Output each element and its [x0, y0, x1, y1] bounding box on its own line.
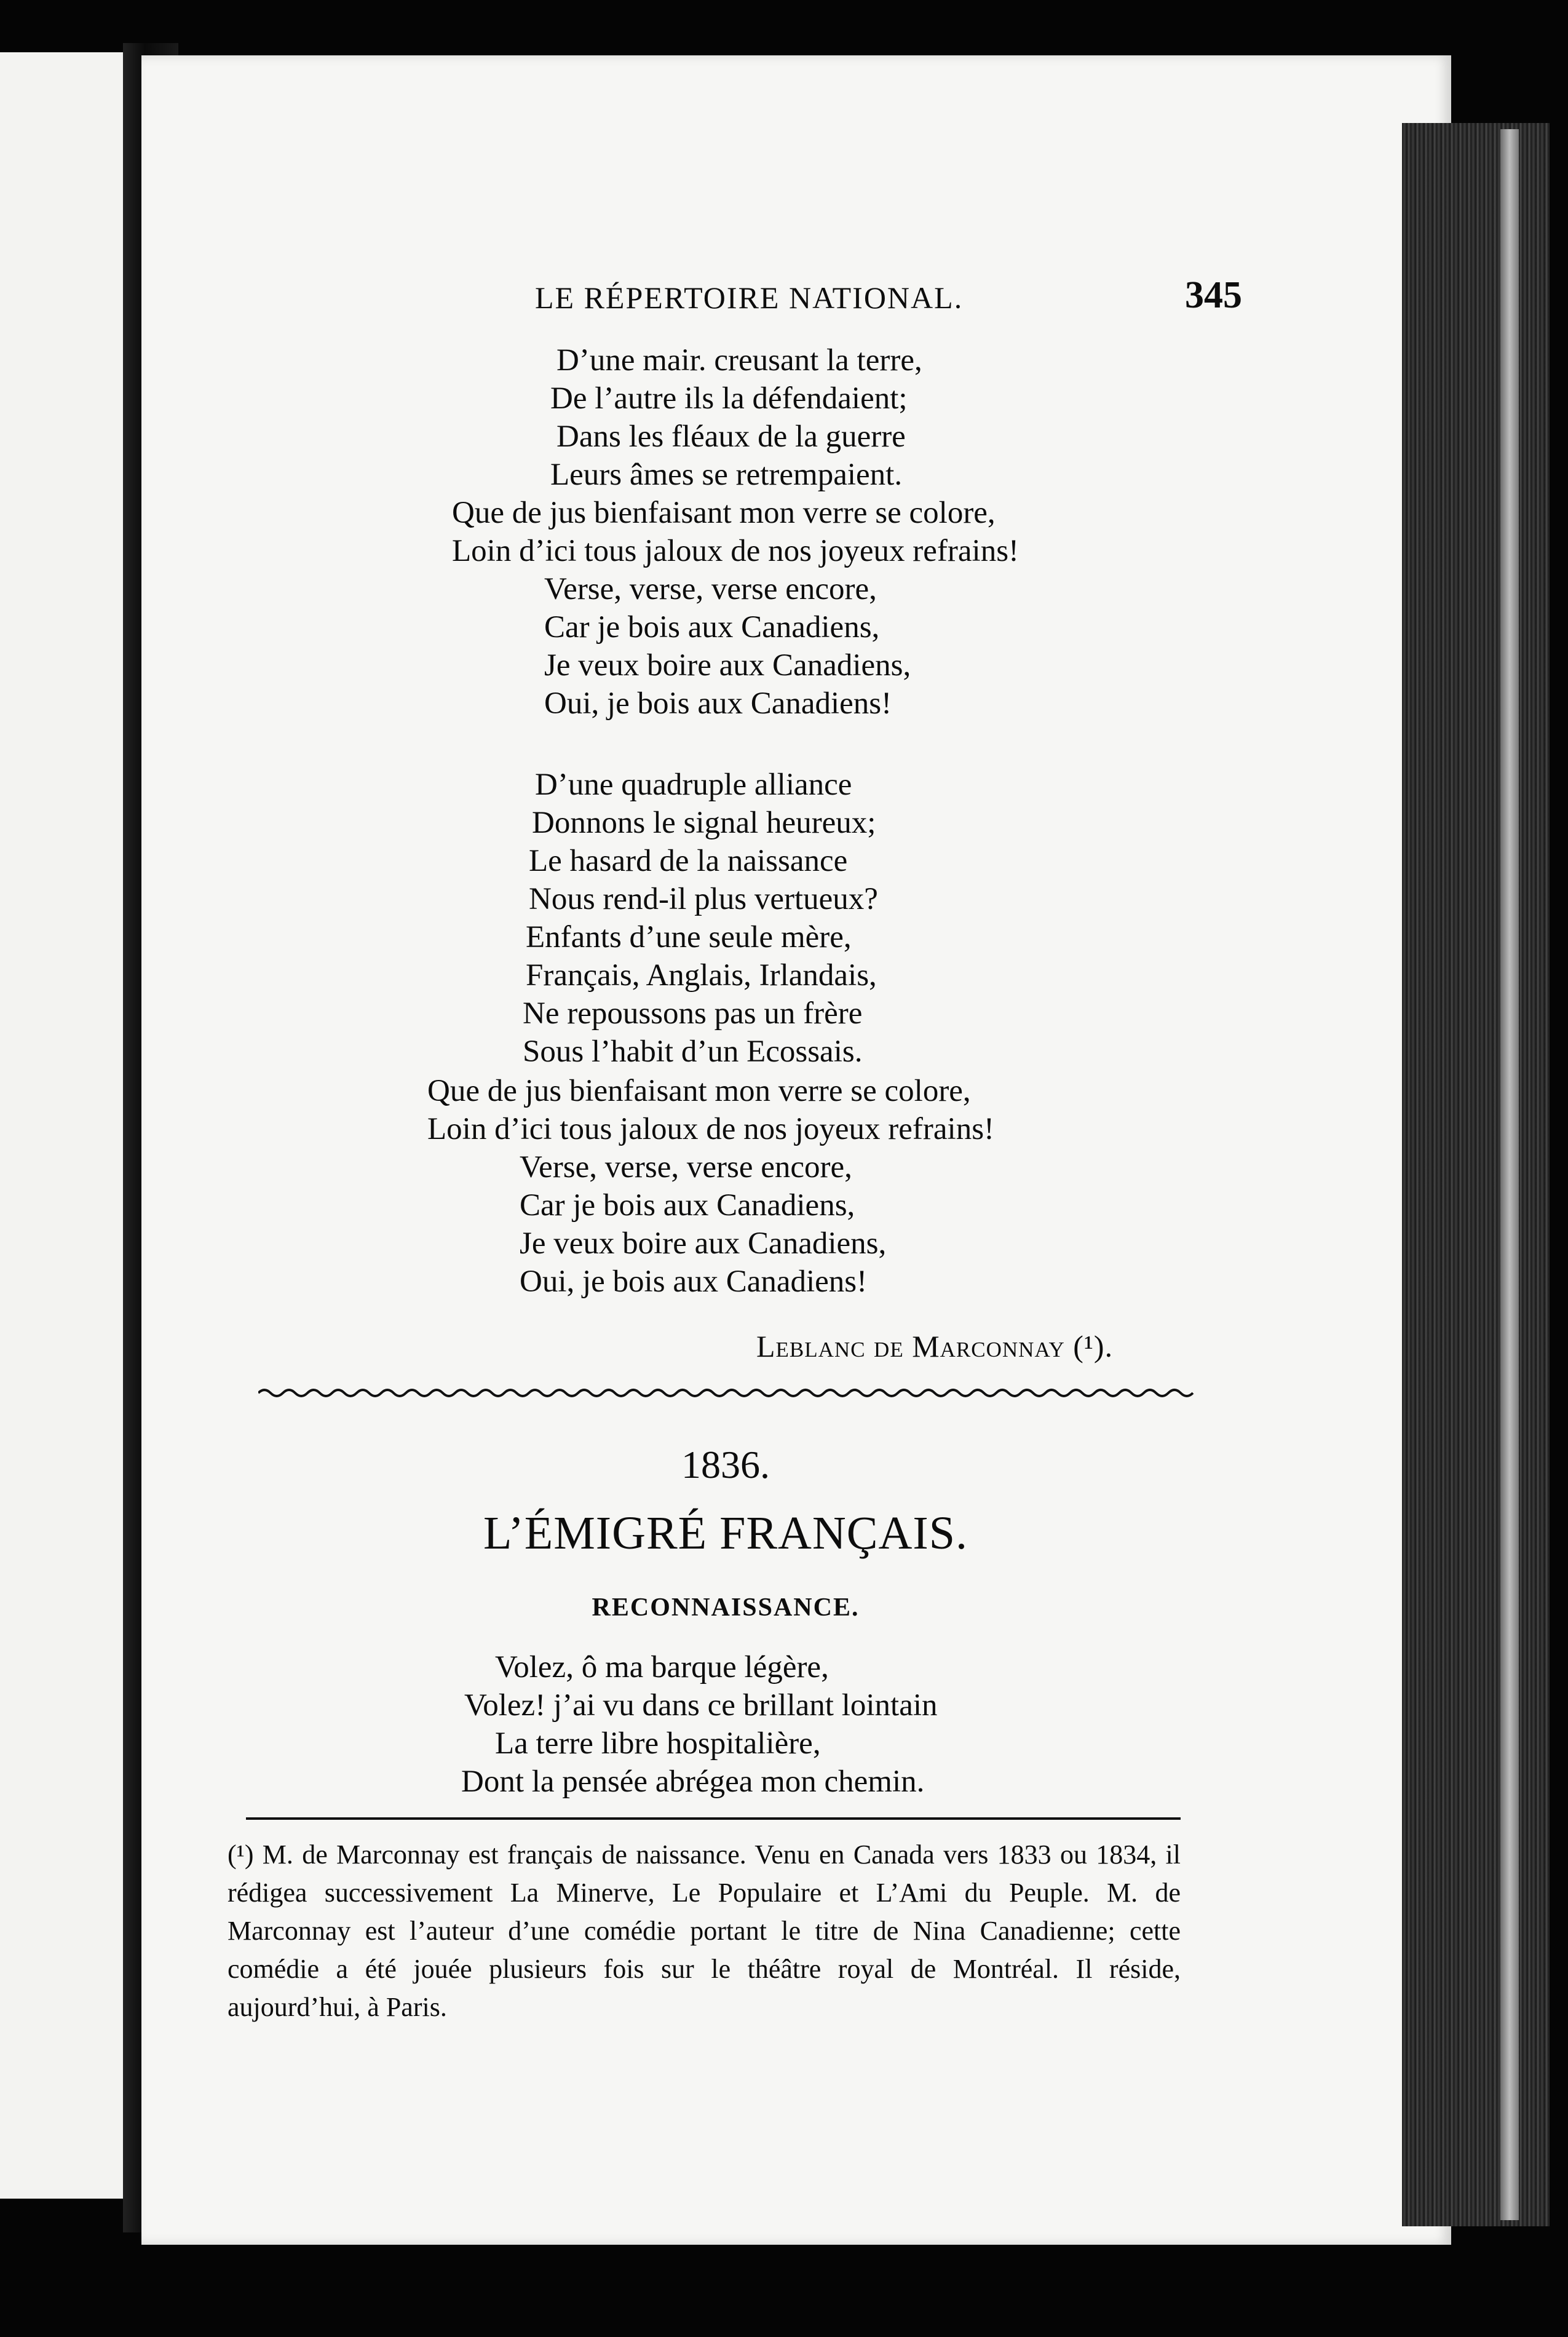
verse-line: Ne repoussons pas un frère	[523, 996, 863, 1031]
verse-line: Loin d’ici tous jaloux de nos joyeux refrains!	[427, 1112, 995, 1146]
verse-line: Enfants d’une seule mère,	[526, 920, 852, 954]
page-edges-highlight	[1500, 129, 1519, 2220]
verse-line: Que de jus bienfaisant mon verre se colore,	[452, 496, 996, 530]
poem1-refrain1-long	[452, 494, 1019, 570]
verse-line: D’une quadruple alliance	[535, 768, 852, 802]
poem1-refrain2-long	[427, 1072, 994, 1148]
poem1-stanza2	[523, 766, 878, 1071]
verse-line: D’une mair. creusant la terre,	[556, 343, 922, 378]
verse-line: Dont la pensée abrégea mon chemin.	[461, 1764, 925, 1799]
verse-line: La terre libre hospitalière,	[495, 1726, 821, 1761]
verse-line: Verse, verse, verse encore,	[544, 572, 877, 606]
verse-line: Loin d’ici tous jaloux de nos joyeux refrains!	[452, 534, 1020, 568]
poem2-stanza	[461, 1648, 938, 1801]
poem-year: 1836.	[681, 1443, 770, 1486]
footnote-text: (¹) M. de Marconnay est français de naissance. Venu en Canada vers 1833 ou 1834, il rédigea successivement La Minerve, Le Populaire et L’Ami du Peuple. M. de Marconnay est l’auteur d’une comédie portant le titre de Nina Canadienne; cette comédie a été jouée plusieurs fois sur le théâtre royal de Montréal. Il réside, aujourd’hui, à Paris.	[228, 1839, 1181, 2022]
page-header	[535, 274, 1242, 329]
wavy-divider-line	[258, 1390, 1193, 1396]
page-edges	[1402, 123, 1550, 2226]
wavy-divider	[258, 1378, 1199, 1408]
verse-line: Français, Anglais, Irlandais,	[526, 958, 877, 993]
verse-line: Je veux boire aux Canadiens,	[544, 648, 911, 683]
poem-subtitle: RECONNAISSANCE.	[592, 1593, 860, 1622]
footnote-rule	[246, 1817, 1181, 1820]
verse-line: De l’autre ils la défendaient;	[550, 381, 908, 416]
verse-line: Oui, je bois aux Canadiens!	[544, 686, 892, 721]
verse-line: Leurs âmes se retrempaient.	[550, 458, 903, 492]
verse-line: Donnons le signal heureux;	[532, 806, 876, 840]
poem-title: L’ÉMIGRÉ FRANÇAIS.	[483, 1507, 968, 1559]
verse-line: Je veux boire aux Canadiens,	[520, 1226, 887, 1261]
author-signature: Leblanc de Marconnay (¹).	[756, 1329, 1114, 1363]
verse-line: Volez! j’ai vu dans ce brillant lointain	[464, 1688, 938, 1723]
running-head: LE RÉPERTOIRE NATIONAL.	[535, 280, 964, 315]
footnote	[228, 1836, 1181, 2026]
page-number: 345	[1185, 274, 1242, 316]
verse-line: Volez, ô ma barque légère,	[495, 1650, 829, 1684]
verse-line: Le hasard de la naissance	[529, 844, 848, 878]
verse-line: Car je bois aux Canadiens,	[544, 610, 880, 645]
verse-line: Verse, verse, verse encore,	[520, 1150, 852, 1184]
poem1-stanza1	[550, 341, 922, 494]
verse-line: Sous l’habit d’un Ecossais.	[523, 1034, 863, 1069]
poem1-refrain2-short	[520, 1148, 886, 1301]
verse-line: Oui, je bois aux Canadiens!	[520, 1264, 868, 1299]
verse-line: Car je bois aux Canadiens,	[520, 1188, 855, 1223]
verse-line: Dans les fléaux de la guerre	[556, 419, 906, 454]
poem1-refrain1-short	[544, 570, 911, 723]
verse-line: Que de jus bienfaisant mon verre se colore,	[427, 1074, 971, 1108]
verse-line: Nous rend-il plus vertueux?	[529, 882, 878, 916]
